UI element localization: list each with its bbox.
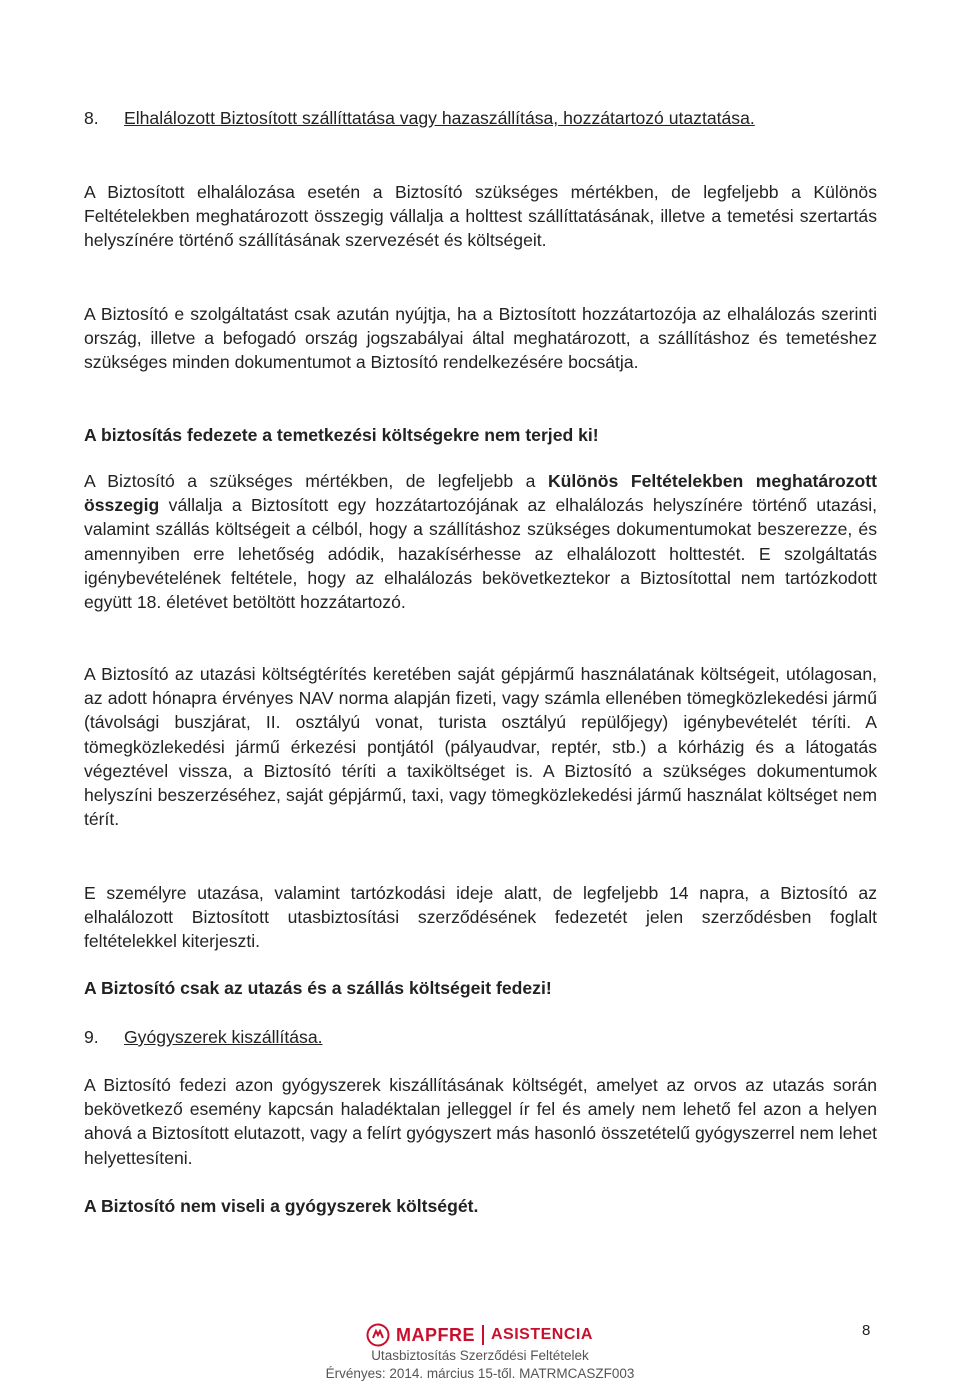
section-title: Gyógyszerek kiszállítása. — [124, 1027, 323, 1047]
section-number: 9. — [84, 1027, 99, 1047]
bold-notice: A Biztosító csak az utazás és a szállás költségeit fedezi! — [84, 978, 552, 998]
paragraph: E személyre utazása, valamint tartózkodási ideje alatt, de legfeljebb 14 napra, a Biztosító az elhalálozott Biztosított utasbiztosítási szerződésének fedezetét jelen szerződésben foglalt feltételekkel kiterjeszti. — [84, 883, 877, 952]
text-run: A Biztosító a szükséges mértékben, de legfeljebb a — [84, 471, 548, 491]
paragraph — [84, 469, 877, 614]
footer-document-title: Utasbiztosítás Szerződési Feltételek — [371, 1348, 589, 1363]
bold-run: Különös Feltételekben meghatározott összegig — [84, 471, 877, 516]
paragraph: A Biztosító fedezi azon gyógyszerek kiszállításának költségét, amelyet az orvos az utazás során bekövetkező esemény kapcsán haladéktalan jelleggel ír fel és amely nem lehető fel azon a helyen ahová a Biztosított elutazott, vagy a felírt gyógyszert más hasonló összetételű gyógyszerrel nem lehet helyettesíteni. — [84, 1075, 877, 1168]
mapfre-emblem-icon — [366, 1323, 390, 1347]
brand-name: MAPFRE — [396, 1324, 475, 1345]
paragraph: A Biztosított elhalálozása esetén a Biztosító szükséges mértékben, de legfeljebb a Különös Feltételekben meghatározott összegig vállalja a holttest szállíttatásának, illetve a temetési szertartás helyszínére történő szállításának szervezését és költségeit. — [84, 182, 877, 251]
logo-divider — [482, 1325, 484, 1345]
paragraph: A Biztosító e szolgáltatást csak azután nyújtja, ha a Biztosított hozzátartozója az elhalálozás szerinti ország, illetve a befogadó ország jogszabályai által meghatározott, a szállításhoz és temetéshez szükséges minden dokumentumot a Biztosító rendelkezésére bocsátja. — [84, 304, 877, 373]
brand-subtitle: ASISTENCIA — [491, 1326, 593, 1343]
section-8-heading — [84, 106, 877, 130]
text-run: vállalja a Biztosított egy hozzátartozójának az elhalálozás helyszínére történő utazási, valamint szállás költségeit a célból, hogy a szállításhoz szükséges dokumentumokat beszerezze, és amennyiben erre lehetőség adódik, hazakísérhesse az elhalálozott holttestét. E szolgáltatás igénybevételének feltétele, hogy az elhalálozás bekövetkeztekor a Biztosítottal nem tartózkodott együtt 18. életévet betöltött hozzátartozó. — [84, 495, 877, 613]
bold-notice: A Biztosító nem viseli a gyógyszerek költségét. — [84, 1196, 479, 1216]
bold-notice: A biztosítás fedezete a temetkezési költségekre nem terjed ki! — [84, 425, 599, 445]
section-title: Elhalálozott Biztosított szállíttatása vagy hazaszállítása, hozzátartozó utaztatása. — [124, 108, 755, 128]
section-9-heading — [84, 1025, 877, 1049]
page-number: 8 — [862, 1322, 871, 1339]
footer-validity: Érvényes: 2014. március 15-től. MATRMCASZF003 — [325, 1366, 635, 1381]
mapfre-logo — [366, 1322, 593, 1348]
paragraph: A Biztosító az utazási költségtérítés keretében saját gépjármű használatának költségeit, utólagosan, az adott hónapra érvényes NAV norma alapján fizeti, vagy számla ellenében tömegközlekedési jármű (távolsági buszjárat, II. osztályú vonat, turista osztályú repülőjegy) igénybevételét téríti. A tömegközlekedési jármű érkezési pontjától (pályaudvar, reptér, stb.) a kórházig és a látogatás végeztével vissza, a Biztosító téríti a taxiköltséget is. A Biztosító a szükséges dokumentumok helyszíni beszerzéséhez, saját gépjármű, taxi, vagy tömegközlekedési jármű használat költséget nem térít. — [84, 664, 877, 830]
section-number: 8. — [84, 108, 99, 128]
